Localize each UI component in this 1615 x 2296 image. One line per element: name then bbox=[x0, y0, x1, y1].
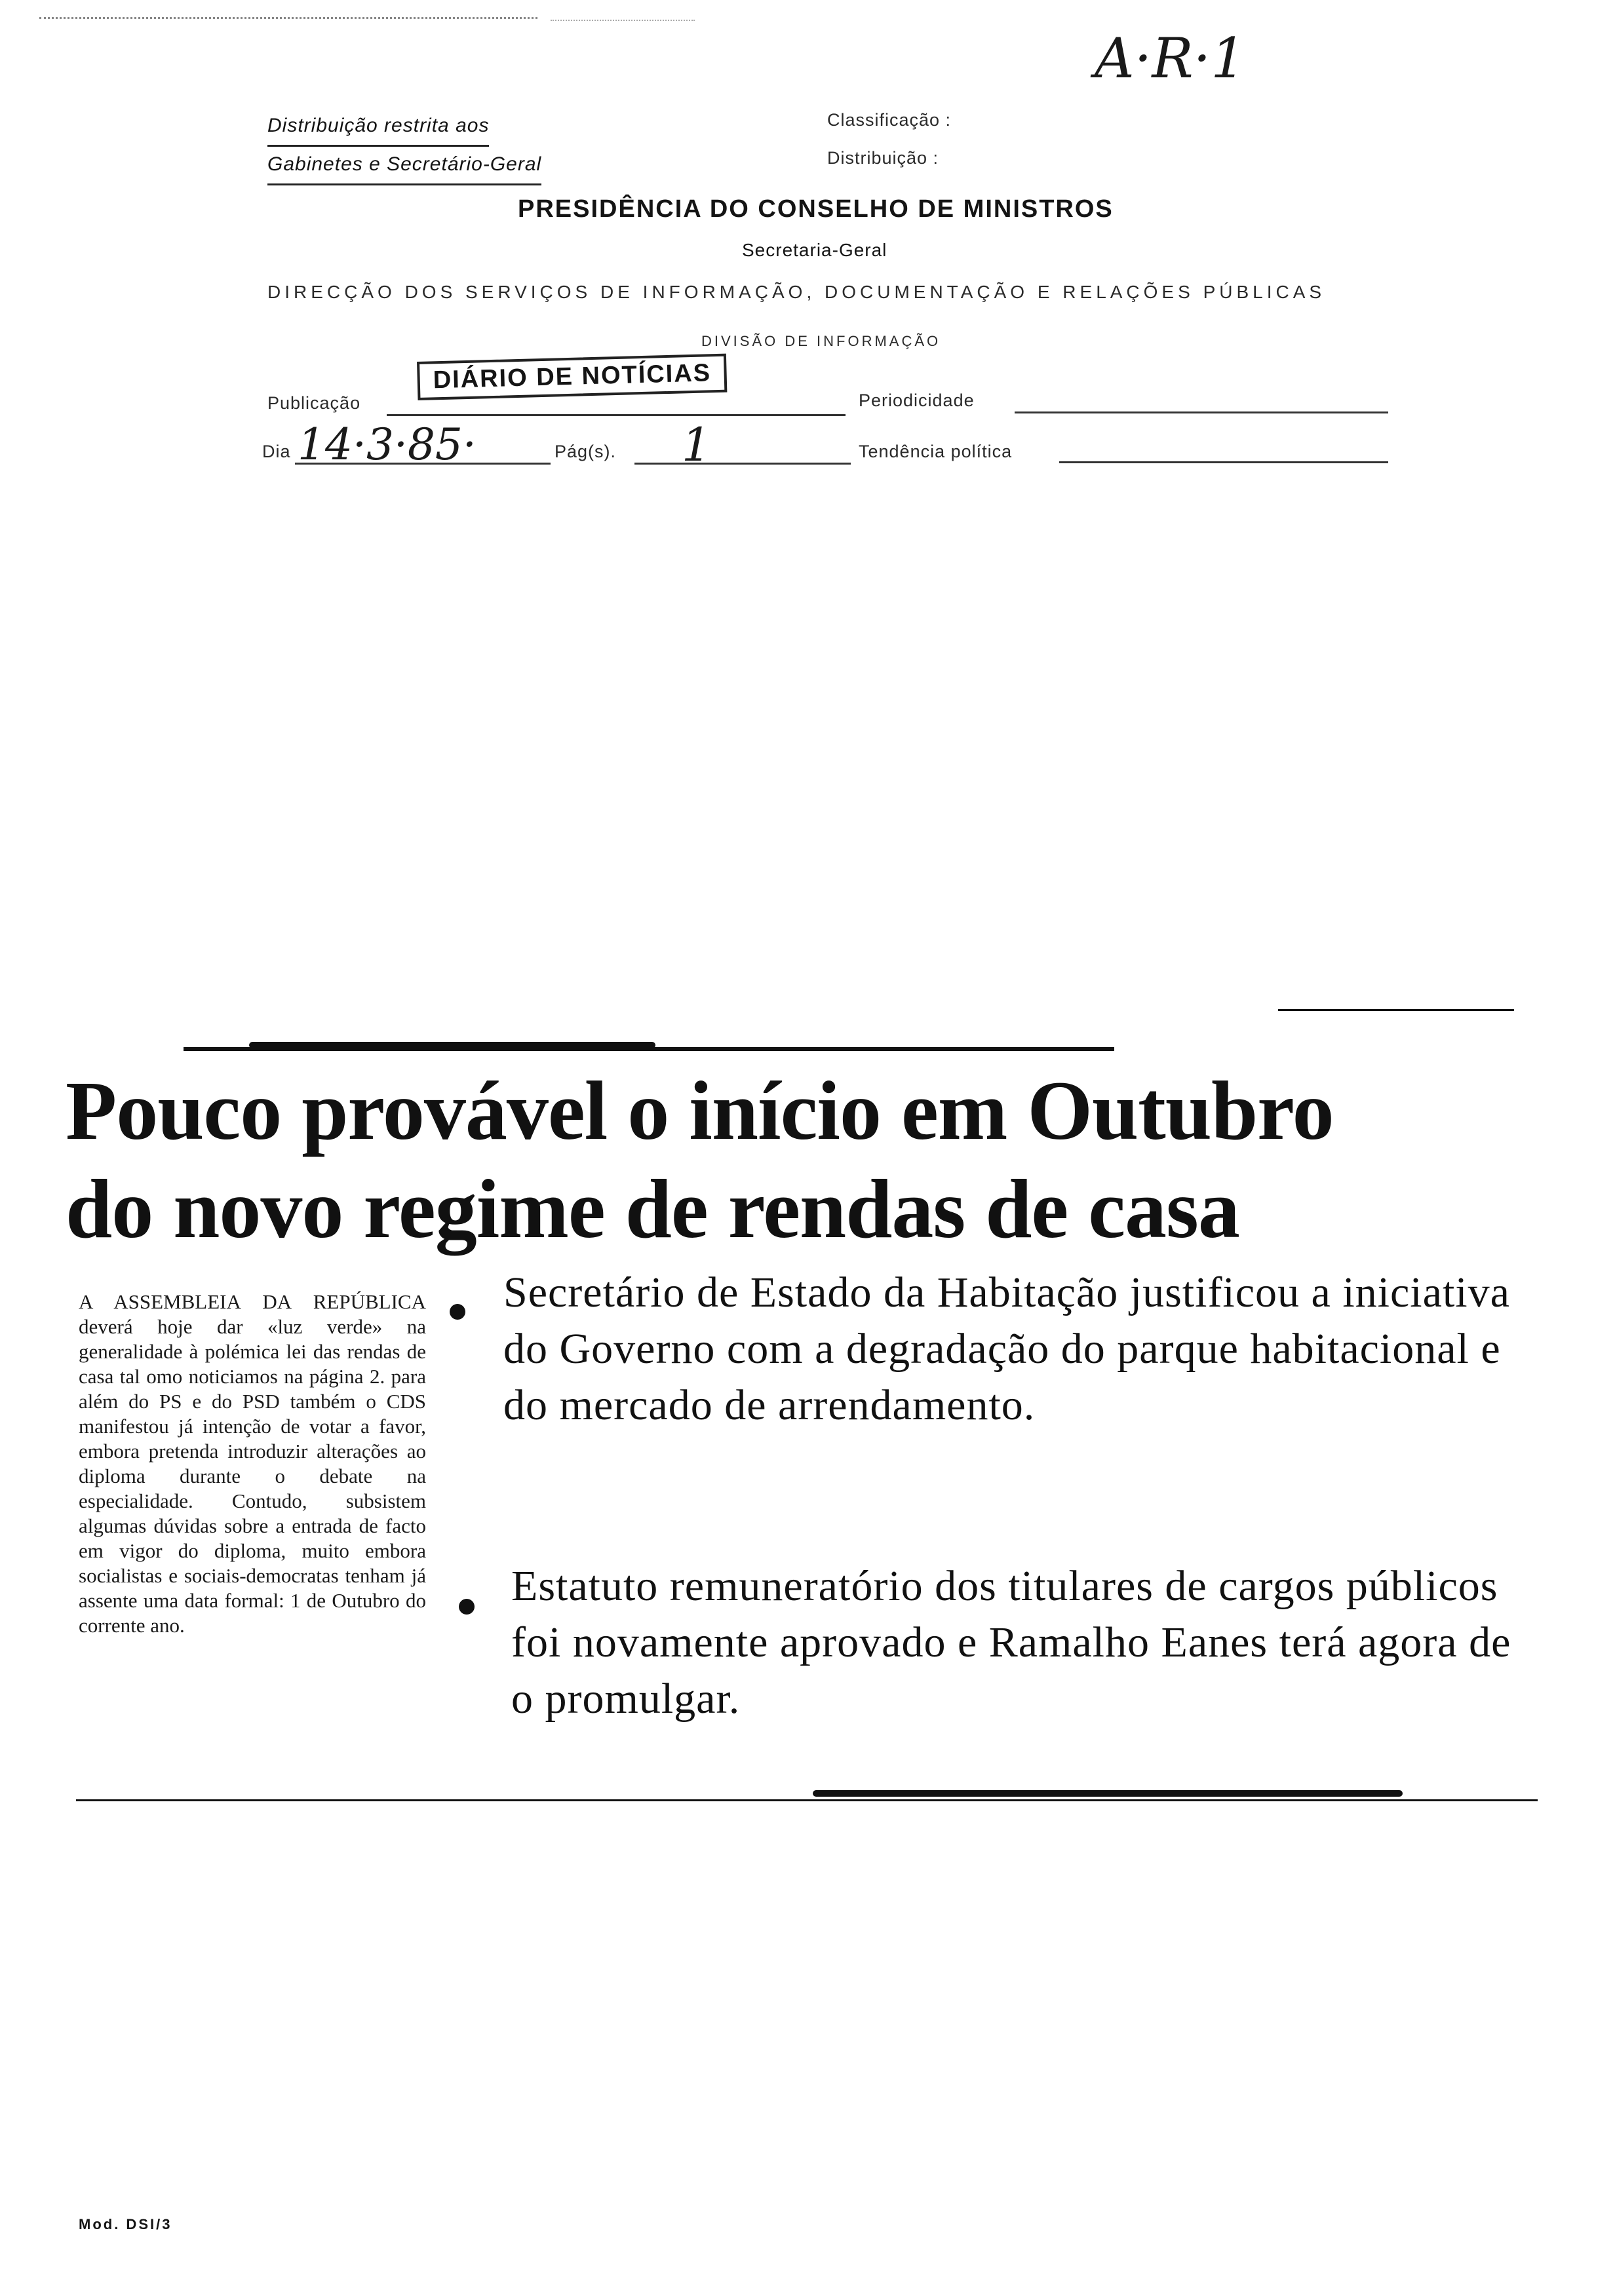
scan-noise-top bbox=[39, 17, 537, 19]
bullet-point-1: Secretário de Estado da Habitação justificou a iniciativa do Governo com a degradação do parque habitacional e do mercado de arrendamento. bbox=[503, 1269, 1510, 1429]
dia-label: Dia bbox=[262, 442, 291, 461]
periodicidade-label: Periodicidade bbox=[859, 391, 975, 410]
secretaria-geral: Secretaria-Geral bbox=[742, 240, 887, 260]
organization-title: PRESIDÊNCIA DO CONSELHO DE MINISTROS bbox=[518, 195, 1114, 223]
article-top-rule-thick bbox=[249, 1042, 655, 1048]
form-code: Mod. DSI/3 bbox=[79, 2216, 172, 2232]
publicacao-label: Publicação bbox=[267, 393, 361, 413]
periodicidade-underline bbox=[1015, 411, 1388, 413]
headline-line-1: Pouco provável o início em Outubro bbox=[66, 1064, 1334, 1157]
pags-handwritten: 1 bbox=[682, 418, 711, 472]
restricted-line-1: Distribuição restrita aos bbox=[267, 108, 489, 147]
divisao-line: DIVISÃO DE INFORMAÇÃO bbox=[701, 333, 941, 349]
article-bottom-rule bbox=[76, 1799, 1538, 1801]
article-bottom-rule-thick bbox=[813, 1790, 1403, 1797]
tendencia-underline bbox=[1059, 461, 1388, 463]
tendencia-label: Tendência política bbox=[859, 442, 1013, 461]
publicacao-underline bbox=[387, 414, 846, 416]
pags-label: Pág(s). bbox=[555, 442, 617, 461]
classificacao-label: Classificação : bbox=[827, 110, 952, 130]
bullet-dot-1 bbox=[450, 1304, 465, 1320]
article-top-rule-right bbox=[1278, 1009, 1514, 1011]
distribuicao-label: Distribuição : bbox=[827, 148, 939, 168]
publication-stamp: DIÁRIO DE NOTÍCIAS bbox=[417, 354, 728, 400]
headline-line-2: do novo regime de rendas de casa bbox=[66, 1162, 1239, 1255]
dia-handwritten: 14·3·85· bbox=[298, 419, 477, 470]
direccao-line: DIRECÇÃO DOS SERVIÇOS DE INFORMAÇÃO, DOCUMENTAÇÃO E RELAÇÕES PÚBLICAS bbox=[267, 282, 1326, 302]
restricted-line-2: Gabinetes e Secretário-Geral bbox=[267, 147, 541, 185]
bullet-dot-2 bbox=[459, 1599, 475, 1615]
handwritten-code: A·R·1 bbox=[1095, 26, 1246, 90]
restricted-distribution bbox=[267, 108, 541, 185]
pags-underline bbox=[634, 463, 851, 465]
scan-noise-top-right bbox=[551, 20, 695, 21]
lead-paragraph: A ASSEMBLEIA DA REPÚBLICA deverá hoje dar «luz verde» na generalidade à polémica lei das rendas de casa tal omo noticiamos na página 2. para além do PS e do PSD também o CDS manifestou já intenção de votar a favor, embora pretenda introduzir alterações ao diploma durante o debate na especialidade. Contudo, subsistem algumas dúvidas sobre a entrada de facto em vigor do diploma, muito embora socialistas e sociais-democratas tenham já assente uma data formal: 1 de Outubro do corrente ano. bbox=[79, 1290, 426, 1637]
bullet-point-2: Estatuto remuneratório dos titulares de cargos públicos foi novamente aprovado e Ramalho Eanes terá agora de o promulgar. bbox=[511, 1562, 1511, 1723]
